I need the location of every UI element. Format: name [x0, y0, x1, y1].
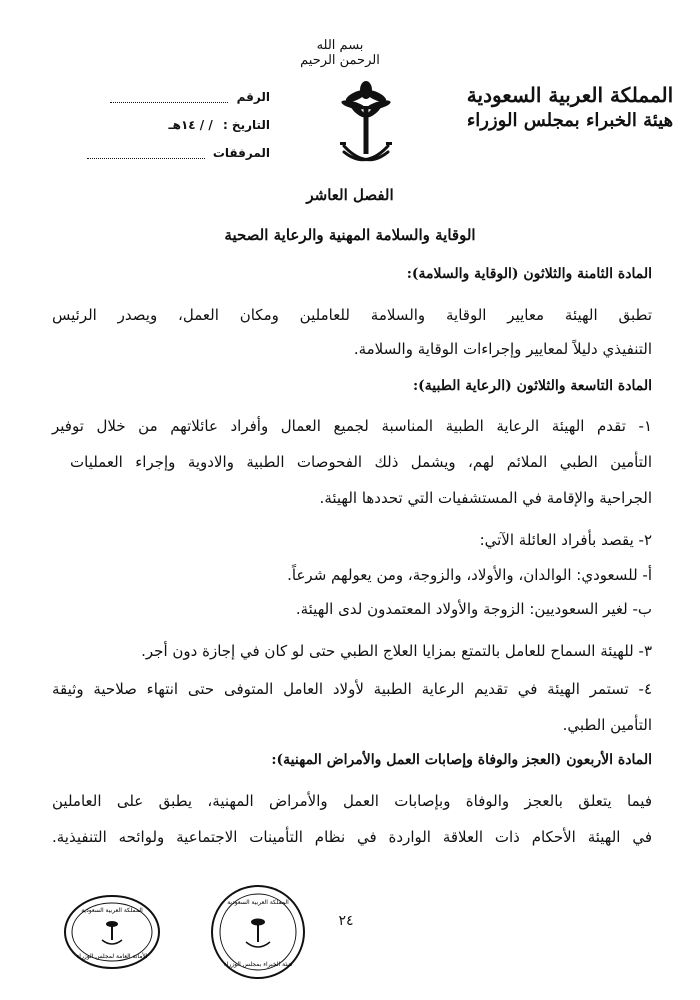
reference-number-blank — [110, 92, 228, 103]
page-number: ٢٤ — [338, 913, 354, 929]
saudi-emblem-icon — [338, 78, 394, 174]
government-title — [455, 82, 685, 134]
article-39-item-1-line-1: ١- تقدم الهيئة الرعاية الطبية المناسبة لجميع العمال وأفراد عائلاتهم من خلال توفير — [52, 417, 652, 435]
seal-left-top-text: المملكة العربية السعودية — [81, 907, 143, 914]
seal-right-top-text: المملكة العربية السعودية — [227, 899, 289, 906]
article-39-item-4-line-1: ٤- تستمر الهيئة في تقديم الرعاية الطبية لأولاد العامل المتوفى حتى انتهاء صلاحية وثيقة — [52, 680, 652, 698]
government-line-2: هيئة الخبراء بمجلس الوزراء — [466, 110, 674, 131]
article-38-line-2: التنفيذي دليلاً لمعايير وإجراءات الوقاية والسلامة. — [353, 340, 652, 358]
article-39-item-3: ٣- للهيئة السماح للعامل بالتمتع بمزايا العلاج الطبي حتى لو كان في إجازة دون أجر. — [141, 642, 652, 660]
chapter-title: الفصل العاشر — [306, 186, 394, 204]
article-38-heading: المادة الثامنة والثلاثون (الوقاية والسلامة): — [406, 266, 652, 282]
date-label: التاريخ : — [222, 118, 270, 132]
government-line-1: المملكة العربية السعودية — [466, 83, 674, 107]
seal-left-bottom-text: الأمانة العامة لمجلس الوزراء — [76, 953, 148, 960]
seal-right-bottom-text: هيئة الخبراء بمجلس الوزراء — [223, 961, 293, 968]
article-39-item-2b: ب- لغير السعوديين: الزوجة والأولاد المعتمدون لدى الهيئة. — [295, 600, 652, 618]
date-value: / / ١٤هـ — [168, 118, 213, 132]
article-38-line-1: تطبق الهيئة معايير الوقاية والسلامة للعاملين ومكان العمل، ويصدر الرئيس — [52, 306, 652, 324]
official-seal-left-icon — [62, 882, 162, 982]
article-39-item-2: ٢- يقصد بأفراد العائلة الآتي: — [479, 531, 652, 549]
official-seal-right-icon — [208, 882, 308, 982]
attachments-field — [60, 146, 270, 160]
article-39-heading: المادة التاسعة والثلاثون (الرعاية الطبية): — [412, 378, 652, 394]
article-39-item-1-line-2: التأمين الطبي الملائم لهم، ويشمل ذلك الفحوصات الطبية والادوية وإجراء العمليات — [70, 453, 652, 471]
attachments-blank — [87, 148, 205, 159]
chapter-subtitle: الوقاية والسلامة المهنية والرعاية الصحية — [224, 226, 476, 244]
attachments-label: المرفقات — [212, 146, 270, 160]
reference-number-label: الرقم — [236, 90, 270, 104]
article-40-line-2: في الهيئة الأحكام ذات العلاقة الواردة في نظام التأمينات الاجتماعية ولوائحه التنفيذية. — [52, 828, 652, 846]
reference-number-field — [60, 90, 270, 104]
article-40-line-1: فيما يتعلق بالعجز والوفاة وبإصابات العمل والأمراض المهنية، يطبق على العاملين — [52, 792, 652, 810]
article-39-item-2a: أ- للسعودي: الوالدان، والأولاد، والزوجة، ومن يعولهم شرعاً. — [287, 566, 652, 584]
date-field — [60, 118, 270, 132]
article-39-item-4-line-2: التأمين الطبي. — [562, 716, 652, 734]
article-39-item-1-line-3: الجراحية والإقامة في المستشفيات التي تحددها الهيئة. — [319, 489, 652, 507]
article-40-heading: المادة الأربعون (العجز والوفاة وإصابات العمل والأمراض المهنية): — [271, 752, 652, 768]
basmala: بسم الله الرحمن الرحيم — [300, 38, 380, 68]
